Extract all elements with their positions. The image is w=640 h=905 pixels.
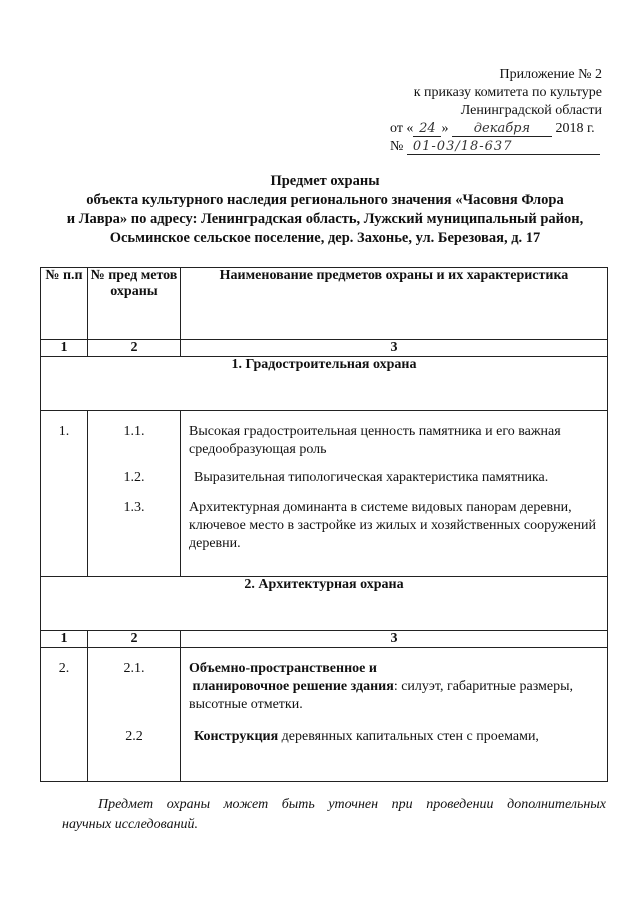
- header-col-items: № пред метов охраны: [88, 268, 181, 340]
- document-title: [40, 172, 610, 248]
- row-number: 2.: [58, 661, 70, 676]
- footnote-line-2: научных исследований.: [62, 817, 199, 832]
- handwritten-number: 01-03/18-637: [407, 140, 600, 155]
- header-col-num: № п.п: [41, 268, 88, 340]
- title-line-2: объекта культурного наследия регионального значения «Часовня Флора: [86, 192, 564, 208]
- date-year: 2018 г.: [555, 121, 595, 136]
- table-row: [41, 648, 608, 782]
- handwritten-month: декабря: [452, 122, 552, 137]
- appendix-block: [362, 66, 602, 156]
- footnote-line-1: Предмет охраны может быть уточнен при проведении дополнительных: [98, 797, 606, 812]
- item-text: Конструкция деревянных капитальных стен с проемами,: [194, 729, 539, 744]
- table-row: [41, 411, 608, 577]
- item-text: Объемно-пространственное и планировочное решение здания: силуэт, габаритные размеры, высотные отметки.: [189, 661, 574, 712]
- section-title-1: 1. Градостроительная охрана: [41, 357, 608, 411]
- title-line-3: и Лавра» по адресу: Ленинградская область, Лужский муниципальный район,: [66, 211, 584, 227]
- appendix-number: Приложение № 2: [499, 67, 602, 82]
- appendix-date: от « 24 » декабря 2018 г.: [390, 121, 595, 136]
- item-text: Выразительная типологическая характеристика памятника.: [194, 470, 549, 485]
- protection-table: [40, 267, 608, 782]
- title-line-4: Осьминское сельское поселение, дер. Захонье, ул. Березовая, д. 17: [109, 230, 541, 246]
- item-id: 2.2: [125, 729, 143, 744]
- handwritten-day: 24: [413, 122, 441, 137]
- section-title-2: 2. Архитектурная охрана: [41, 577, 608, 631]
- section-row: [41, 577, 608, 631]
- column-number-row: 1 2 3: [41, 340, 608, 357]
- row-number: 1.: [58, 424, 70, 439]
- table-header-row: [41, 268, 608, 340]
- item-id: 1.3.: [123, 500, 145, 515]
- section-row: [41, 357, 608, 411]
- item-id: 1.2.: [123, 470, 145, 485]
- appendix-region: Ленинградской области: [460, 103, 602, 118]
- appendix-order-ref: к приказу комитета по культуре: [413, 85, 602, 100]
- column-number-row: 1 2 3: [41, 631, 608, 648]
- footnote: [62, 795, 606, 835]
- item-text: Высокая градостроительная ценность памятника и его важная средообразующая роль: [189, 424, 561, 457]
- title-line-1: Предмет охраны: [270, 173, 380, 189]
- header-col-name: Наименование предметов охраны и их характеристика: [181, 268, 608, 340]
- appendix-doc-number: № 01-03/18-637: [362, 138, 602, 156]
- item-text: Архитектурная доминанта в системе видовых панорам деревни, ключевое место в застройке из жилых и хозяйственных сооружений деревни.: [189, 500, 596, 551]
- item-id: 2.1.: [123, 661, 145, 676]
- item-id: 1.1.: [123, 424, 145, 439]
